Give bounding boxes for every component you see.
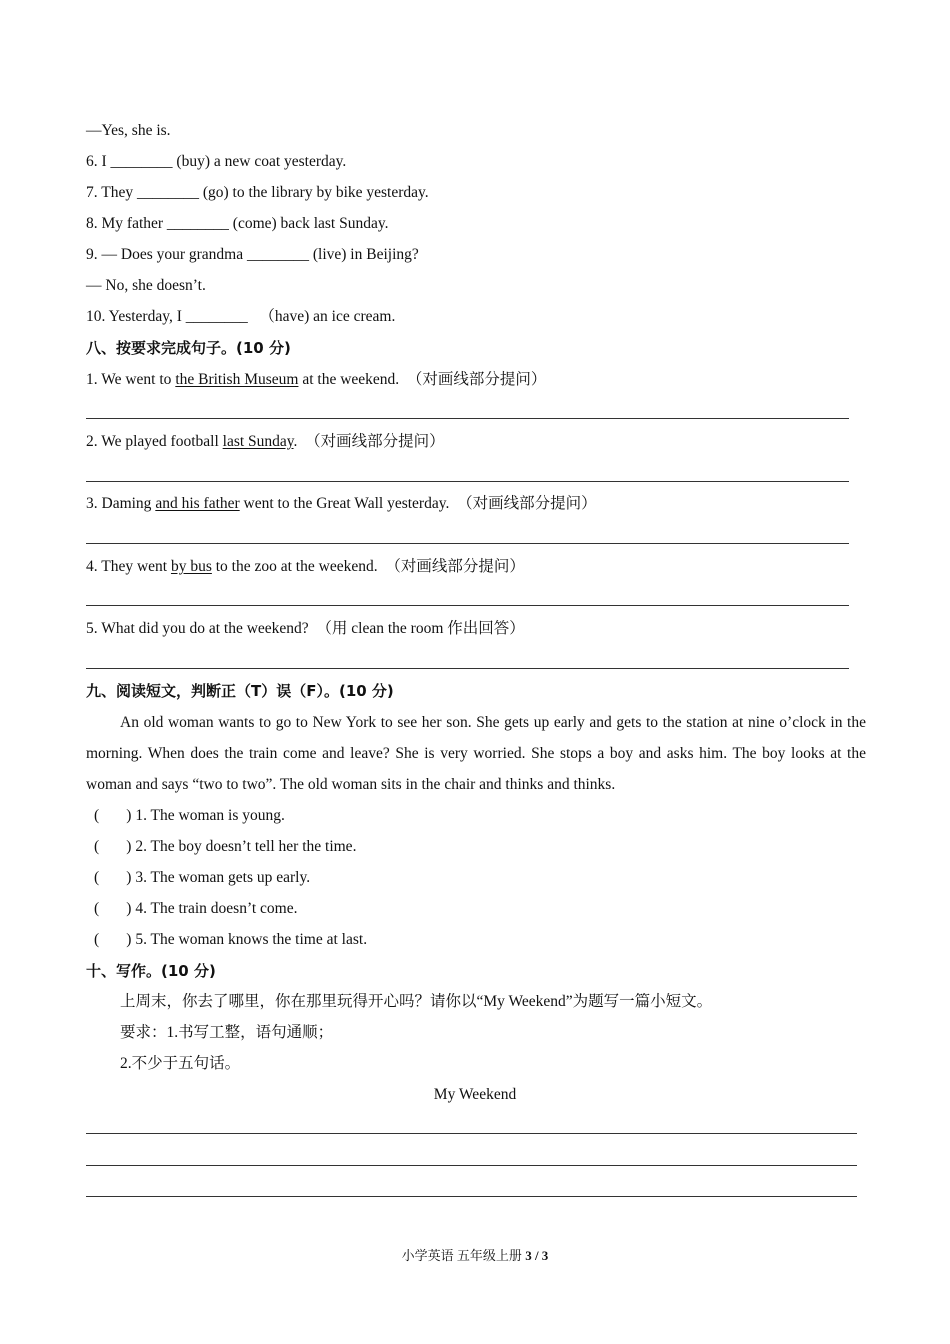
page-number: 3 / 3 [525,1248,549,1263]
page-footer [0,1247,950,1265]
statement-3: ( ) 3. The woman gets up early. [94,869,311,886]
exercise-item-6: 6. I ________ (buy) a new coat yesterday. [86,153,347,170]
exercise-item-9: 9. — Does your grandma ________ (live) in Beijing? [86,246,419,263]
section-8-heading: 八、按要求完成句子。(10 分) [86,339,291,357]
question-1 [86,370,546,390]
question-2-pre: 2. We played football [86,433,223,450]
question-1-underlined: the British Museum [175,371,299,388]
question-3 [86,494,597,514]
statement-1: ( ) 1. The woman is young. [94,807,285,824]
writing-prompt: 上周末，你去了哪里，你在那里玩得开心吗？请你以“My Weekend”为题写一篇小短文。 [120,993,713,1010]
question-4 [86,557,525,577]
answer-rule-1[interactable] [86,418,849,419]
writing-requirement-1: 要求：1.书写工整，语句通顺； [120,1024,334,1041]
statement-5: ( ) 5. The woman knows the time at last. [94,931,368,948]
question-1-post: at the weekend. （对画线部分提问） [298,371,547,388]
answer-rule-4[interactable] [86,605,849,606]
exercise-item-8: 8. My father ________ (come) back last Sunday. [86,215,389,232]
answer-rule-2[interactable] [86,481,849,482]
question-4-pre: 4. They went [86,558,171,575]
question-2 [86,432,445,452]
exercise-item-9-answer: — No, she doesn’t. [86,277,206,294]
statement-2: ( ) 2. The boy doesn’t tell her the time. [94,838,357,855]
writing-line-3[interactable] [86,1196,857,1197]
writing-line-2[interactable] [86,1165,857,1166]
section-10-heading: 十、写作。(10 分) [86,962,216,980]
question-3-post: went to the Great Wall yesterday. （对画线部分提问） [239,495,597,512]
answer-rule-3[interactable] [86,543,849,544]
writing-title: My Weekend [433,1086,517,1103]
question-2-post: . （对画线部分提问） [293,433,445,450]
question-3-underlined: and his father [155,495,240,512]
statement-4: ( ) 4. The train doesn’t come. [94,900,298,917]
question-4-underlined: by bus [170,558,212,575]
question-3-pre: 3. Daming [86,495,156,512]
section-9-heading: 九、阅读短文，判断正（T）误（F）。(10 分) [86,682,394,700]
footer-label: 小学英语 五年级上册 [401,1248,526,1263]
answer-rule-5[interactable] [86,668,849,669]
exercise-item-10: 10. Yesterday, I ________ （have) an ice cream. [86,308,396,325]
question-5: 5. What did you do at the weekend? （用 clean the room 作出回答） [86,620,525,637]
question-2-underlined: last Sunday [222,433,294,450]
reading-passage: An old woman wants to go to New York to see her son. She gets up early and gets to the station at nine o’clock in the morning. When does the train come and leave? She is very worried. She stops a boy and asks him. The boy looks at the woman and says “two to two”. The old woman sits in the chair and thinks and thinks. [86,714,866,793]
question-1-pre: 1. We went to [86,371,176,388]
writing-line-1[interactable] [86,1133,857,1134]
exercise-item-7: 7. They ________ (go) to the library by bike yesterday. [86,184,429,201]
answer-line: —Yes, she is. [86,122,171,139]
writing-requirement-2: 2.不少于五句话。 [120,1055,241,1072]
question-4-post: to the zoo at the weekend. （对画线部分提问） [211,558,525,575]
